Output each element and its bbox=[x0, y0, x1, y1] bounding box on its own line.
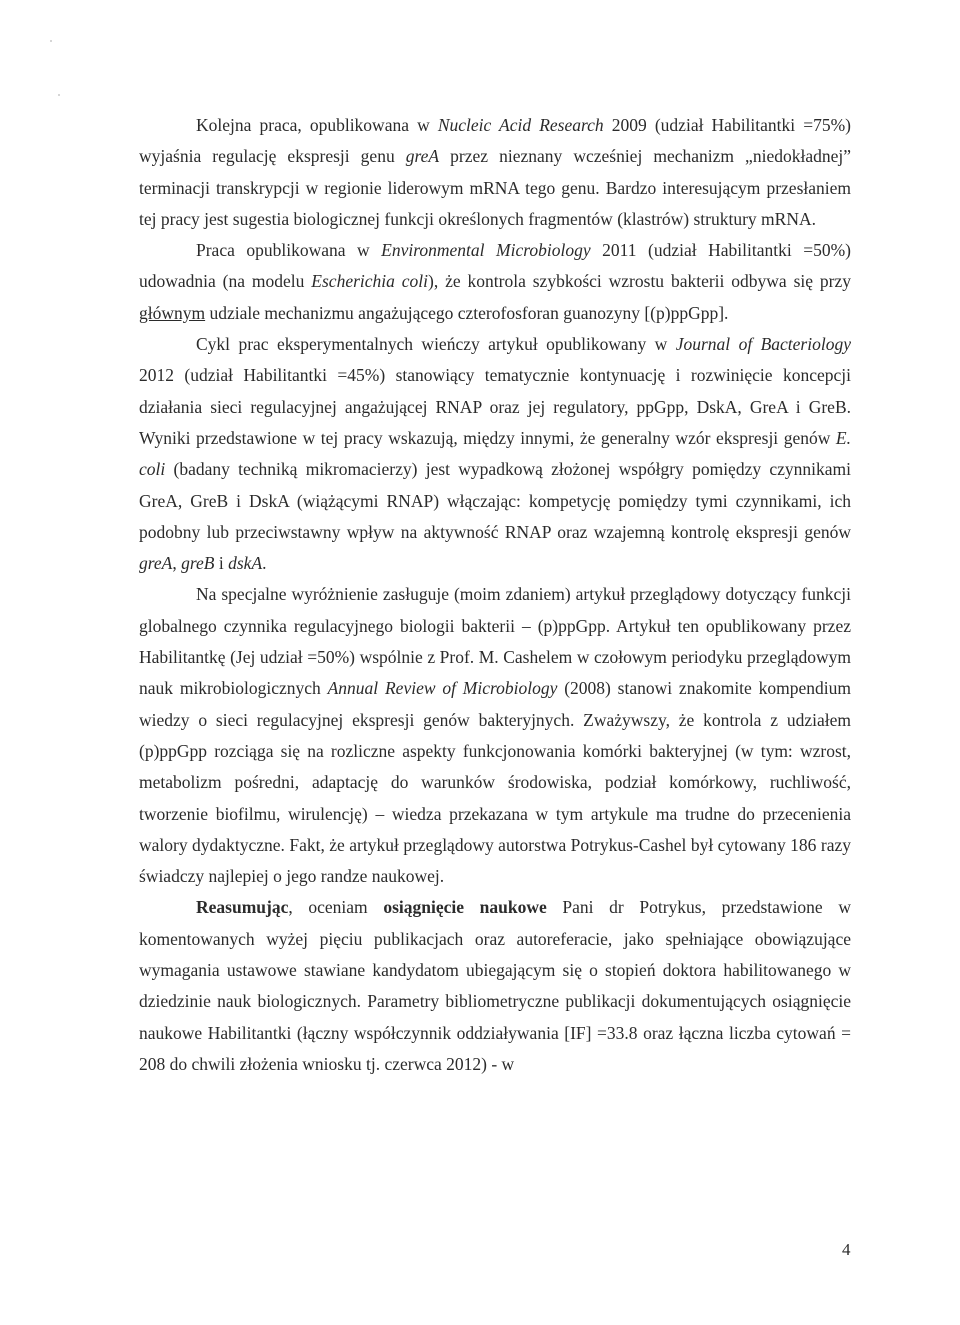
text-run: Praca opublikowana w bbox=[196, 240, 382, 261]
text-run: Environmental Microbiology bbox=[381, 240, 591, 261]
text-run: Annual Review of Microbiology bbox=[327, 678, 558, 699]
text-run: Journal of Bacteriology bbox=[675, 334, 851, 355]
scan-speck bbox=[50, 40, 52, 42]
paragraph bbox=[139, 329, 851, 579]
text-run: Nucleic Acid Research bbox=[437, 115, 604, 135]
text-run: i bbox=[214, 553, 229, 574]
paragraph bbox=[139, 235, 851, 329]
text-run: . bbox=[262, 553, 267, 574]
text-run: przez nieznany wcześniej mechanizm „niedokładnej” terminacji transkrypcji w regionie liderowym mRNA tego genu. Bardzo interesującym przesłaniem tej pracy jest sugestia biologicznej funkcji określonych fragmentów (klastrów) struktury mRNA. bbox=[139, 146, 851, 229]
text-run: 2011 (udział Habilitantki =50%) udowadnia (na modelu bbox=[139, 240, 851, 292]
text-run: osiągnięcie naukowe bbox=[383, 897, 547, 918]
text-run: greB bbox=[181, 553, 215, 574]
text-run: 2012 (udział Habilitantki =45%) stanowiący tematycznie kontynuację i rozwinięcie koncepcji działania sieci regulacyjnej angażującej RNAP oraz jej regulatory, ppGpp, DskA, GreA i GreB. Wyniki przedstawione w tej pracy wskazują, między innymi, że generalny wzór ekspresji genów bbox=[139, 365, 851, 448]
text-run: głównym bbox=[139, 302, 206, 323]
text-run: E. coli bbox=[139, 427, 851, 480]
text-run: greA bbox=[405, 146, 440, 167]
page-number: 4 bbox=[842, 1240, 851, 1259]
text-run: Na specjalne wyróżnienie zasługuje (moim zdaniem) artykuł przeglądowy dotyczący funkcji globalnego czynnika regulacyjnego biologii bakterii – (p)ppGpp. Artykuł ten opublikowany przez Habilitantkę (Jej udział =50%) wspólnie z Prof. M. Cashelem w czołowym periodyku przeglądowym nauk mikrobiologicznych bbox=[139, 584, 851, 699]
text-run: ), że kontrola szybkości wzrostu bakterii odbywa się przy bbox=[428, 271, 851, 292]
paragraph bbox=[139, 579, 851, 892]
text-run: udziale mechanizmu angażującego czterofosforan guanozyny [(p)ppGpp]. bbox=[205, 302, 729, 323]
text-run: Cykl prac eksperymentalnych wieńczy artykuł opublikowany w bbox=[196, 334, 676, 355]
text-run: Kolejna praca, opublikowana w bbox=[196, 115, 438, 135]
text-run: Reasumując bbox=[196, 897, 289, 918]
text-run: 2009 (udział Habilitantki =75%) wyjaśnia regulację ekspresji genu bbox=[139, 115, 851, 167]
text-run: (badany techniką mikromacierzy) jest wypadkową złożonej współgry pomiędzy czynnikami GreA, GreB i DskA (wiążącymi RNAP) włączając: kompetycję pomiędzy tymi czynnikami, ich podobny lub przeciwstawny wpływ na aktywność RNAP oraz wzajemną kontrolę ekspresji genów bbox=[139, 459, 851, 542]
text-run: (2008) stanowi znakomite kompendium wiedzy o sieci regulacyjnej ekspresji genów bakteryjnych. Zważywszy, że kontrola z udziałem (p)ppGpp rozciąga się na rozliczne aspekty funkcjonowania komórki bakteryjnej (w tym: wzrost, metabolizm pośredni, adaptację do warunków środowiska, podział komórkowy, ruchliwość, tworzenie biofilmu, wirulencję) – wiedza przekazana w tym artykule ma trudne do przecenienia walory dydaktyczne. Fakt, że artykuł przeglądowy autorstwa Potrykus-Cashel był cytowany 186 razy świadczy najlepiej o jego randze naukowej. bbox=[139, 678, 851, 887]
text-run: , oceniam bbox=[288, 897, 384, 918]
text-run: Escherichia coli bbox=[311, 271, 429, 292]
document-body bbox=[139, 110, 851, 1080]
text-run: dskA bbox=[228, 553, 263, 574]
text-run: greA bbox=[139, 553, 173, 574]
text-run: , bbox=[172, 553, 182, 574]
text-run: Pani dr Potrykus, przedstawione w komentowanych wyżej pięciu publikacjach oraz autoreferacie, jako spełniające obowiązujące wymagania ustawowe stawiane kandydatom ubiegającym się o stopień doktora habilitowanego w dziedzinie nauk biologicznych. Parametry bibliometryczne publikacji dokumentujących osiągnięcie naukowe Habilitantki (łączny współczynnik oddziaływania [IF] =33.8 oraz łączna liczba cytowań = 208 do chwili złożenia wniosku tj. czerwca 2012) - w bbox=[139, 897, 851, 1074]
paragraph bbox=[139, 110, 851, 235]
scan-speck bbox=[58, 94, 60, 96]
paragraph bbox=[139, 892, 851, 1080]
